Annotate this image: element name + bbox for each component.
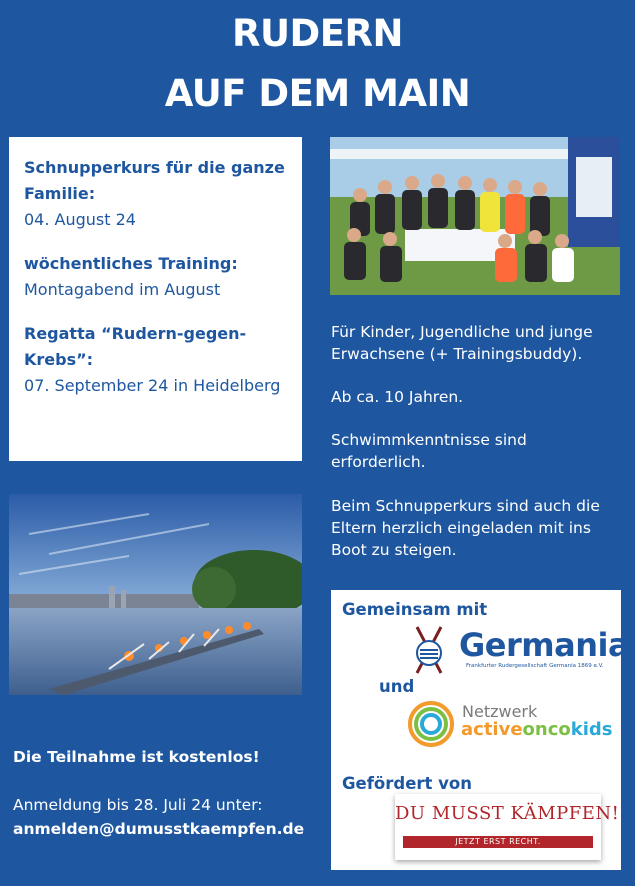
regatta-label: Regatta “Rudern-gegen-Krebs”: xyxy=(24,324,247,369)
desc-parents: Beim Schnupperkurs sind auch die Eltern herzlich eingeladen mit ins Boot zu steigen. xyxy=(331,497,600,559)
partners-panel xyxy=(331,590,630,870)
dmk-logo xyxy=(395,794,620,860)
netzwerk-label: Netzwerk xyxy=(462,702,538,721)
desc-swimming: Schwimmkenntnisse sind erforderlich. xyxy=(331,431,527,471)
title-line-1: RUDERN xyxy=(232,12,403,55)
title-line-2: AUF DEM MAIN xyxy=(164,72,471,115)
river-photo xyxy=(9,494,302,695)
info-box xyxy=(9,137,302,461)
dmk-tagline: JETZT ERST RECHT. xyxy=(455,837,541,846)
free-participation: Die Teilnahme ist kostenlos! xyxy=(13,748,260,766)
germania-crest-icon xyxy=(411,625,447,675)
team-photo xyxy=(330,137,620,295)
desc-audience: Für Kinder, Jugendliche und junge Erwachsene (+ Trainingsbuddy). xyxy=(331,323,593,363)
desc-age: Ab ca. 10 Jahren. xyxy=(331,388,464,406)
germania-subtitle: Frankfurter Rudergesellschaft Germania 1869 e.V. xyxy=(466,663,604,669)
aok-kids: kids xyxy=(570,719,613,740)
netzwerk-rings-icon xyxy=(406,699,456,749)
schnupper-date: 04. August 24 xyxy=(24,210,136,229)
partners-heading: Gemeinsam mit xyxy=(342,600,488,619)
training-value: Montagabend im August xyxy=(24,280,221,299)
funded-heading: Gefördert von xyxy=(342,774,472,793)
schnupper-label: Schnupperkurs für die ganze Familie: xyxy=(24,158,285,203)
activeoncokids-logo xyxy=(461,720,613,740)
germania-logo: Germania xyxy=(459,626,630,664)
aok-onco: onco xyxy=(522,719,571,740)
dmk-title: DU MUSST KÄMPFEN! xyxy=(395,803,620,824)
regatta-value: 07. September 24 in Heidelberg xyxy=(24,376,281,395)
registration-deadline: Anmeldung bis 28. Juli 24 unter: xyxy=(13,796,263,814)
partners-and: und xyxy=(379,677,415,696)
aok-active: active xyxy=(461,719,523,740)
registration-email-link[interactable]: anmelden@dumusstkaempfen.de xyxy=(13,820,305,838)
training-label: wöchentliches Training: xyxy=(24,254,238,273)
